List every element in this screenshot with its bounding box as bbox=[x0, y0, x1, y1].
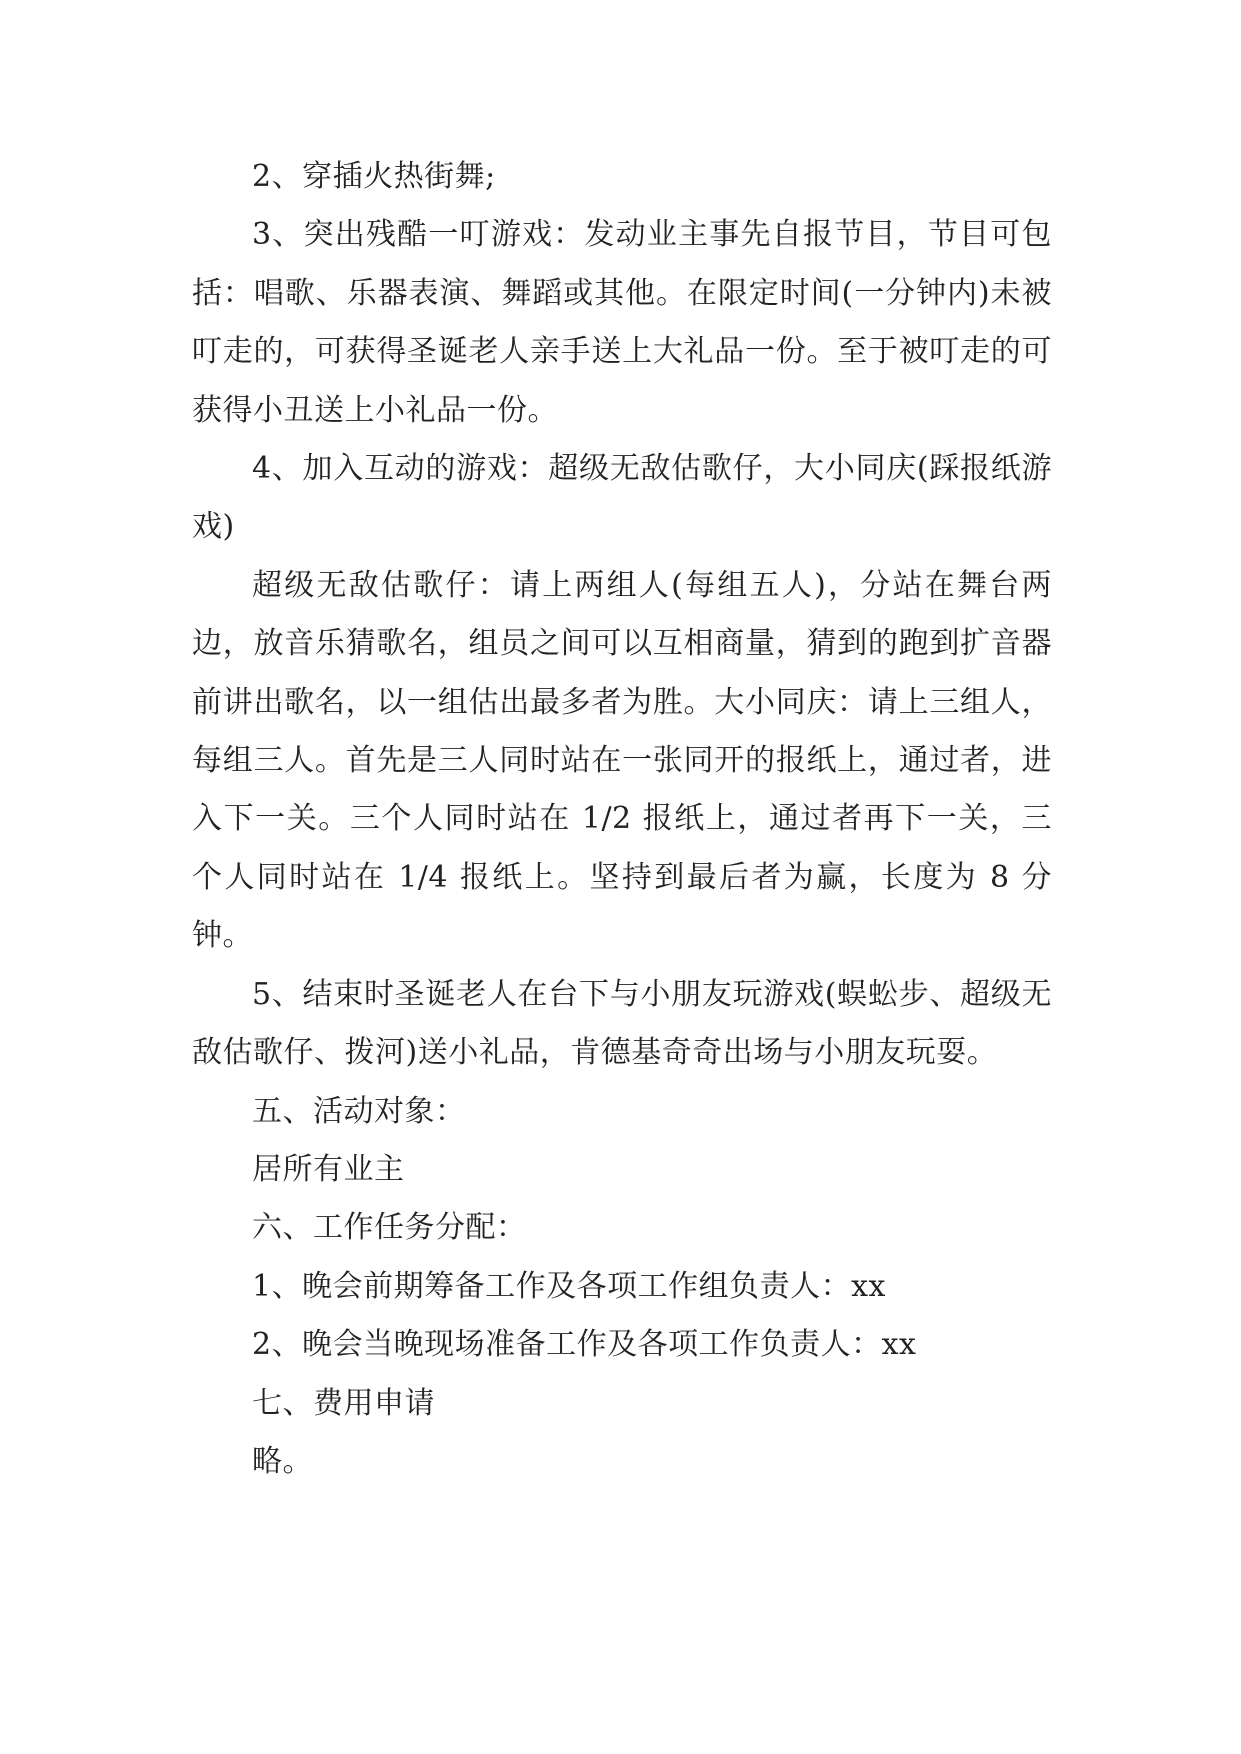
list-item: 2、晚会当晚现场准备工作及各项工作负责人：xx bbox=[252, 1327, 917, 1363]
paragraph: 3、突出残酷一叮游戏：发动业主事先自报节目，节目可包括：唱歌、乐器表演、舞蹈或其他。在限定时间(一分钟内)未被叮走的，可获得圣诞老人亲手送上大礼品一份。至于被叮走的可获得小丑送上小礼品一份。 bbox=[192, 217, 1052, 428]
paragraph: 超级无敌估歌仔：请上两组人(每组五人)，分站在舞台两边，放音乐猜歌名，组员之间可以互相商量，猜到的跑到扩音器前讲出歌名，以一组估出最多者为胜。大小同庆：请上三组人，每组三人。首先是三人同时站在一张同开的报纸上，通过者，进入下一关。三个人同时站在 1/2 报纸上，通过者再下一关，三个人同时站在 1/4 报纸上。坚持到最后者为赢，长度为 8 分钟。 bbox=[192, 567, 1052, 954]
section-heading: 七、费用申请 bbox=[252, 1385, 435, 1421]
section-heading: 六、工作任务分配： bbox=[252, 1210, 527, 1246]
paragraph: 5、结束时圣诞老人在台下与小朋友玩游戏(蜈蚣步、超级无敌估歌仔、拨河)送小礼品，肯德基奇奇出场与小朋友玩耍。 bbox=[192, 976, 1052, 1071]
paragraph: 居所有业主 bbox=[252, 1151, 405, 1187]
paragraph: 略。 bbox=[252, 1443, 313, 1479]
document-body bbox=[192, 148, 1052, 1491]
section-heading: 五、活动对象： bbox=[252, 1093, 466, 1129]
paragraph: 2、穿插火热街舞; bbox=[252, 159, 496, 194]
paragraph: 4、加入互动的游戏：超级无敌估歌仔，大小同庆(踩报纸游戏) bbox=[192, 451, 1052, 545]
list-item: 1、晚会前期筹备工作及各项工作组负责人：xx bbox=[252, 1268, 886, 1304]
